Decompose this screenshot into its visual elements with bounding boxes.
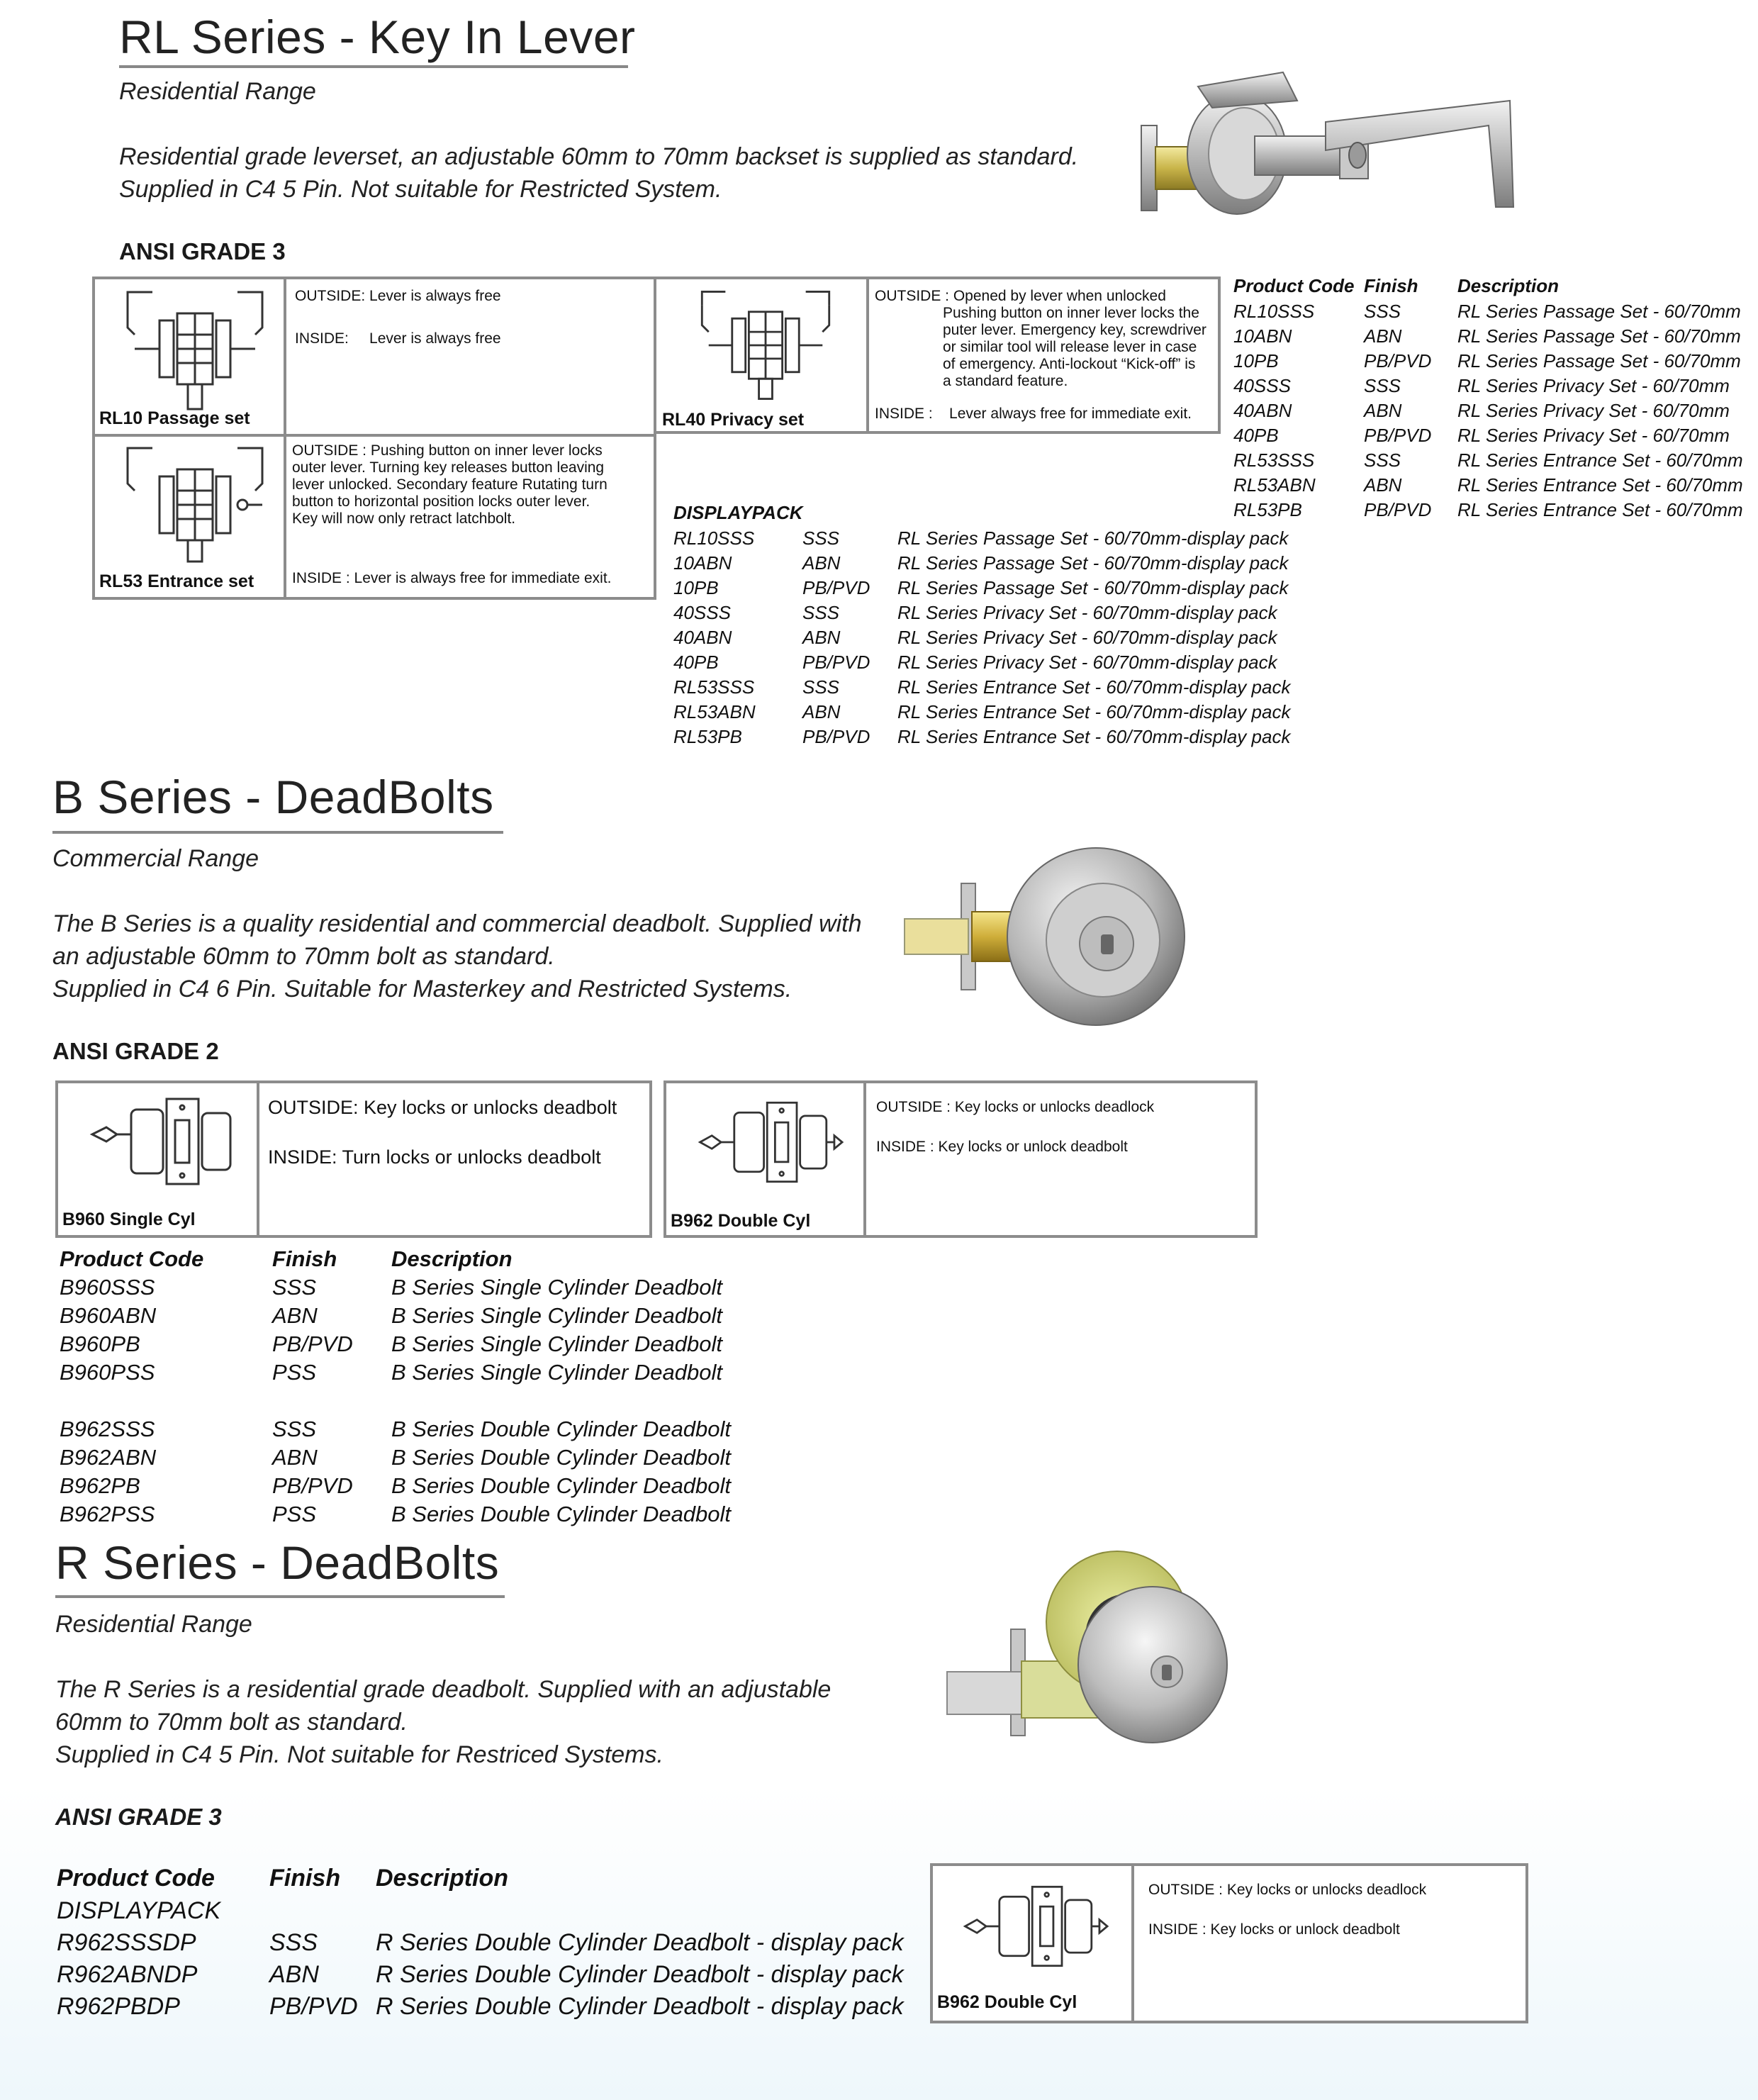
table-cell: PB/PVD xyxy=(272,1331,353,1356)
table-cell: RL Series Privacy Set - 60/70mm xyxy=(1457,425,1730,446)
r-title-underline xyxy=(55,1595,505,1598)
table-cell: RL53ABN xyxy=(673,701,756,722)
table-cell: R Series Double Cylinder Deadbolt - display pack xyxy=(376,1961,904,1988)
b962-inside-text: INSIDE : Key locks or unlock deadbolt xyxy=(876,1139,1128,1155)
b960-box-divider xyxy=(257,1080,259,1238)
table-cell: B962PB xyxy=(60,1473,140,1498)
rl53-caption: RL53 Entrance set xyxy=(99,571,254,591)
table-cell: B Series Double Cylinder Deadbolt xyxy=(391,1502,732,1526)
table-cell: RL53SSS xyxy=(1233,449,1315,471)
table-cell: RL Series Entrance Set - 60/70mm-display pack xyxy=(897,701,1291,722)
table-cell: SSS xyxy=(802,527,840,549)
table-cell: ABN xyxy=(269,1961,319,1988)
table-cell: ABN xyxy=(802,701,841,722)
table-cell: RL Series Passage Set - 60/70mm xyxy=(1457,325,1741,347)
table-cell: PB/PVD xyxy=(1364,350,1432,372)
table-cell: B960PB xyxy=(60,1331,140,1356)
table-cell: 40PB xyxy=(673,652,719,673)
table-cell: ABN xyxy=(1364,474,1402,496)
lever-diagram-icon xyxy=(695,285,836,406)
r-b962-caption: B962 Double Cyl xyxy=(937,1992,1077,2012)
table-cell: RL53SSS xyxy=(673,676,755,698)
table-cell: 40ABN xyxy=(673,627,732,648)
table-cell: RL Series Privacy Set - 60/70mm-display pack xyxy=(897,602,1277,623)
r-title: R Series - DeadBolts xyxy=(55,1536,500,1589)
table-cell: RL53PB xyxy=(1233,499,1302,520)
r-b962-box-divider xyxy=(1131,1863,1134,2023)
table-cell: B960PSS xyxy=(60,1360,155,1385)
table-cell: SSS xyxy=(269,1929,318,1956)
rl-box-divider xyxy=(92,434,656,437)
table-cell: RL Series Passage Set - 60/70mm xyxy=(1457,350,1741,372)
deadbolt-diagram-icon xyxy=(78,1092,241,1191)
b-description-line: an adjustable 60mm to 70mm bolt as standard. xyxy=(52,943,555,970)
table-cell: B Series Double Cylinder Deadbolt xyxy=(391,1445,732,1470)
table-cell: B962ABN xyxy=(60,1445,157,1470)
table-cell: R962SSSDP xyxy=(57,1929,196,1956)
table-cell: ABN xyxy=(802,627,841,648)
table-cell: SSS xyxy=(272,1417,317,1441)
table-cell: SSS xyxy=(272,1275,317,1300)
rl-title-underline xyxy=(119,65,628,68)
b962-box-divider xyxy=(863,1080,866,1238)
r-b962-outside-text: OUTSIDE : Key locks or unlocks deadlock xyxy=(1148,1882,1427,1898)
r-subtitle: Residential Range xyxy=(55,1611,252,1638)
b-grade: ANSI GRADE 2 xyxy=(52,1038,219,1064)
table-cell: ABN xyxy=(1364,400,1402,421)
table-cell: DISPLAYPACK xyxy=(57,1897,221,1924)
rl10-outside-text: OUTSIDE: Lever is always free xyxy=(295,288,501,304)
b960-inside-text: INSIDE: Turn locks or unlocks deadbolt xyxy=(268,1146,601,1168)
table-cell: RL Series Privacy Set - 60/70mm-display pack xyxy=(897,652,1277,673)
table-cell: SSS xyxy=(1364,449,1401,471)
table-cell: PB/PVD xyxy=(269,1993,358,2020)
lever-diagram-icon xyxy=(121,285,269,413)
table-cell: 40ABN xyxy=(1233,400,1292,421)
table-cell: RL Series Passage Set - 60/70mm xyxy=(1457,301,1741,322)
rl-title: RL Series - Key In Lever xyxy=(119,11,636,63)
r-description-line: The R Series is a residential grade deadbolt. Supplied with an adjustable xyxy=(55,1676,832,1703)
lever-diagram-icon xyxy=(121,441,269,569)
table-cell: 10ABN xyxy=(1233,325,1292,347)
r-description-line: Supplied in C4 5 Pin. Not suitable for Restriced Systems. xyxy=(55,1741,664,1768)
table-cell: RL Series Entrance Set - 60/70mm xyxy=(1457,449,1743,471)
b-title: B Series - DeadBolts xyxy=(52,771,494,823)
table-cell: RL Series Passage Set - 60/70mm-display pack xyxy=(897,527,1289,549)
table-cell: RL Series Entrance Set - 60/70mm-display pack xyxy=(897,726,1291,747)
table-cell: ABN xyxy=(802,552,841,574)
table-cell: PB/PVD xyxy=(272,1473,353,1498)
table-cell: PB/PVD xyxy=(802,577,870,598)
b-subtitle: Commercial Range xyxy=(52,845,259,872)
b-title-underline xyxy=(52,831,503,834)
table-cell: RL53ABN xyxy=(1233,474,1316,496)
table-cell: 40PB xyxy=(1233,425,1279,446)
table-cell: B Series Double Cylinder Deadbolt xyxy=(391,1417,732,1441)
table-cell: RL Series Entrance Set - 60/70mm xyxy=(1457,474,1743,496)
table-cell: B960ABN xyxy=(60,1303,157,1328)
table-cell: RL Series Entrance Set - 60/70mm xyxy=(1457,499,1743,520)
table-cell: 40SSS xyxy=(1233,375,1291,396)
table-cell: B962PSS xyxy=(60,1502,155,1526)
rl-box-divider xyxy=(284,277,286,600)
table-cell: R962ABNDP xyxy=(57,1961,198,1988)
b962-outside-text: OUTSIDE : Key locks or unlocks deadlock xyxy=(876,1099,1155,1115)
table-cell: 10PB xyxy=(673,577,719,598)
table-cell: R Series Double Cylinder Deadbolt - display pack xyxy=(376,1993,904,2020)
r-deadbolt-photo xyxy=(940,1544,1238,1757)
rl40-caption: RL40 Privacy set xyxy=(662,410,805,430)
rl40-box-divider xyxy=(866,277,869,434)
table-cell: SSS xyxy=(802,676,840,698)
table-cell: RL10SSS xyxy=(673,527,755,549)
b962-caption: B962 Double Cyl xyxy=(671,1211,811,1231)
table-cell: B Series Single Cylinder Deadbolt xyxy=(391,1360,722,1385)
table-cell: RL Series Privacy Set - 60/70mm-display pack xyxy=(897,627,1277,648)
table-cell: PSS xyxy=(272,1360,317,1385)
rl10-caption: RL10 Passage set xyxy=(99,408,250,428)
rl-description-line: Residential grade leverset, an adjustable 60mm to 70mm backset is supplied as standard. xyxy=(119,143,1079,170)
deadbolt-diagram-icon xyxy=(953,1880,1116,1972)
deadbolt-diagram-icon xyxy=(688,1096,851,1188)
table-cell: RL Series Passage Set - 60/70mm-display pack xyxy=(897,552,1289,574)
table-cell: 10PB xyxy=(1233,350,1279,372)
b960-outside-text: OUTSIDE: Key locks or unlocks deadbolt xyxy=(268,1097,617,1118)
table-cell: RL Series Passage Set - 60/70mm-display pack xyxy=(897,577,1289,598)
table-cell: ABN xyxy=(1364,325,1402,347)
lever-lock-photo xyxy=(1113,58,1538,250)
rl-grade: ANSI GRADE 3 xyxy=(119,238,286,264)
table-cell: B Series Single Cylinder Deadbolt xyxy=(391,1331,722,1356)
r-b962-inside-text: INSIDE : Key locks or unlock deadbolt xyxy=(1148,1921,1400,1938)
b-description-line: Supplied in C4 6 Pin. Suitable for Masterkey and Restricted Systems. xyxy=(52,976,793,1002)
rl40-inside-text: INSIDE : Lever always free for immediate exit. xyxy=(875,406,1192,422)
rl-description-line: Supplied in C4 5 Pin. Not suitable for Restricted System. xyxy=(119,176,722,203)
table-cell: ABN xyxy=(272,1303,318,1328)
table-cell: PB/PVD xyxy=(1364,425,1432,446)
table-cell: PSS xyxy=(272,1502,317,1526)
table-cell: RL10SSS xyxy=(1233,301,1315,322)
table-cell: B Series Single Cylinder Deadbolt xyxy=(391,1275,722,1300)
table-cell: ABN xyxy=(272,1445,318,1470)
table-cell: RL Series Privacy Set - 60/70mm xyxy=(1457,400,1730,421)
table-cell: SSS xyxy=(1364,301,1401,322)
table-cell: R Series Double Cylinder Deadbolt - display pack xyxy=(376,1929,904,1956)
table-cell: B960SSS xyxy=(60,1275,155,1300)
b-description-line: The B Series is a quality residential and commercial deadbolt. Supplied with xyxy=(52,910,862,937)
rl40-outside-text: OUTSIDE : Opened by lever when unlocked Pushing button on inner lever locks the puter lever. Emergency key, screwdriver or similar tool will release lever in case of emergency. Anti-lockout “Kick-off” is a standard feature. xyxy=(875,288,1206,389)
table-cell: R962PBDP xyxy=(57,1993,180,2020)
rl10-inside-text: INSIDE: Lever is always free xyxy=(295,330,501,347)
table-cell: 10ABN xyxy=(673,552,732,574)
table-cell: 40SSS xyxy=(673,602,731,623)
rl-subtitle: Residential Range xyxy=(119,78,316,105)
table-cell: RL53PB xyxy=(673,726,742,747)
deadbolt-photo xyxy=(897,841,1195,1039)
table-cell: RL Series Entrance Set - 60/70mm-display pack xyxy=(897,676,1291,698)
b960-caption: B960 Single Cyl xyxy=(62,1210,196,1229)
table-cell: RL Series Privacy Set - 60/70mm xyxy=(1457,375,1730,396)
table-cell: B962SSS xyxy=(60,1417,155,1441)
table-cell: B Series Single Cylinder Deadbolt xyxy=(391,1303,722,1328)
table-cell: SSS xyxy=(1364,375,1401,396)
table-cell: PB/PVD xyxy=(802,726,870,747)
r-grade: ANSI GRADE 3 xyxy=(55,1804,222,1830)
table-cell: B Series Double Cylinder Deadbolt xyxy=(391,1473,732,1498)
table-cell: SSS xyxy=(802,602,840,623)
rl53-outside-text: OUTSIDE : Pushing button on inner lever locks outer lever. Turning key releases button leaving lever unlocked. Secondary feature Rutating turn button to horizontal position locks outer lever. Key will now only retract latchbolt. xyxy=(292,442,608,527)
table-cell: PB/PVD xyxy=(1364,499,1432,520)
table-cell: PB/PVD xyxy=(802,652,870,673)
rl53-inside-text: INSIDE : Lever is always free for immediate exit. xyxy=(292,570,612,586)
r-description-line: 60mm to 70mm bolt as standard. xyxy=(55,1709,408,1736)
